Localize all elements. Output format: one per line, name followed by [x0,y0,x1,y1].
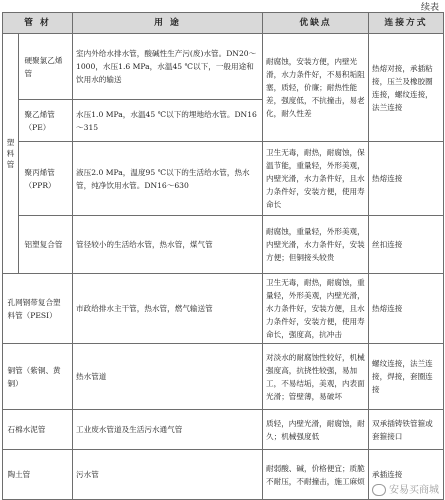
usage-cell: 管径较小的生活给水管，热水管，煤气管 [73,216,263,274]
table-header-row [3,13,444,34]
usage-cell: 水压1.0 MPa，水温45 ℃以下的埋地给水管。DN16～315 [73,100,263,142]
watermark [372,481,439,496]
material-name: 聚乙烯管（PE） [19,100,73,142]
pros-cons-cell: 卫生无毒，耐热，耐腐蚀，保温节能，重量轻，外形美观，内壁光滑，水力条件好，且水力条件好，安装方便，使用寿命长 [263,142,369,216]
table-row [3,142,444,216]
table-row [3,274,444,344]
category-plastic-label: 塑料管 [6,137,15,169]
connection-cell: 丝扣连接 [369,216,444,274]
connection-cell: 热熔连接 [369,274,444,344]
usage-cell: 热水管道 [73,344,263,410]
table-row [3,344,444,410]
table-row [3,410,444,450]
material-name: 铜管（紫铜、黄铜） [3,344,73,410]
material-name: 孔网钢带复合塑料管（PESI） [3,274,73,344]
header-use: 用 途 [73,13,263,34]
category-plastic [3,34,19,274]
usage-cell: 污水管 [73,450,263,500]
usage-cell: 室内外给水排水管，酸碱性生产污(废)水管。DN20～1000，水压1.6 MPa，水温45 ℃以下，一般用途和饮用水的输送 [73,34,263,100]
material-name: 聚丙烯管（PPR） [19,142,73,216]
connection-cell: 承插连接 [369,450,444,500]
watermark-text: 安易买商城 [389,485,439,496]
connection-cell: 双承插铸铁管箍或套箍接口 [369,410,444,450]
pros-cons-cell: 对淡水的耐腐蚀性较好，机械强度高，抗挠性较强，易加工，不易结垢，美观，内表面光滑；管壁薄，易破坏 [263,344,369,410]
pipe-material-table [2,12,444,500]
pros-cons-cell: 耐弱酸、碱，价格便宜；质脆不耐压，不耐撞击，施工麻烦 [263,450,369,500]
material-name: 铝塑复合管 [19,216,73,274]
pros-cons-cell: 卫生无毒，耐热，耐腐蚀，重量轻，外形美观，内壁光滑，水力条件好，安装方便，且水力条件好，安装方便，使用寿命长，强度高，抗冲击 [263,274,369,344]
connection-cell: 热熔对接，承插粘接，压兰及橡胶圈连接，螺纹连接，法兰连接 [369,34,444,142]
pros-cons-cell: 耐腐蚀，重量轻，外形美观，内壁光滑，水力条件好，安装方便；但铜接头较贵 [263,216,369,274]
chat-bubble-icon [372,484,386,496]
usage-cell: 工业废水管道及生活污水通气管 [73,410,263,450]
material-name: 陶土管 [3,450,73,500]
material-name: 硬聚氯乙烯管 [19,34,73,100]
continued-label: 续表 [420,3,439,13]
table-row [3,216,444,274]
connection-cell: 螺纹连接，法兰连接，焊接，套圈连接 [369,344,444,410]
header-pros-cons: 优缺点 [263,13,369,34]
pros-cons-cell: 质轻，内壁光滑，耐腐蚀，耐久；机械强度低 [263,410,369,450]
pros-cons-cell: 耐腐蚀，安装方便，内壁光滑，水力条件好，不易积垢阻塞，质轻，价廉；耐热性能差，强度低，不抗撞击，易老化，耐久性差 [263,34,369,142]
header-material: 管 材 [3,13,73,34]
usage-cell: 市政给排水主干管，热水管，燃气输送管 [73,274,263,344]
table-row [3,34,444,100]
connection-cell: 热熔连接 [369,142,444,216]
header-connection: 连接方式 [369,13,444,34]
usage-cell: 液压2.0 MPa，温度95 ℃以下的生活给水管，热水管，纯净饮用水管。DN16～630 [73,142,263,216]
material-name: 石棉水泥管 [3,410,73,450]
